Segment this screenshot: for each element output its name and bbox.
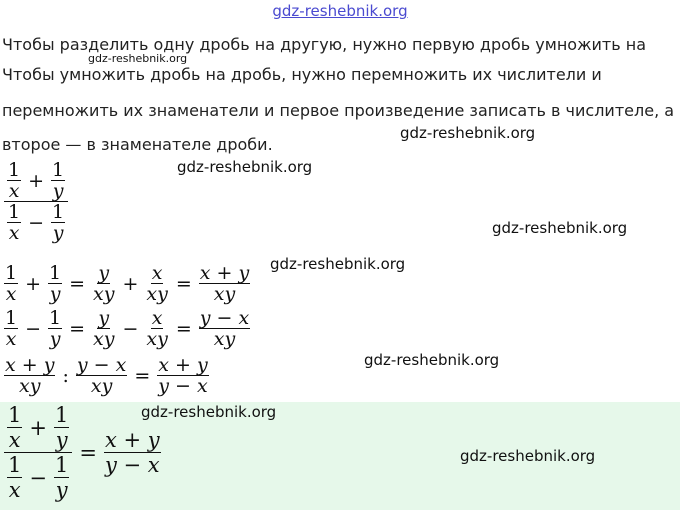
equation-sum: $\frac{1}{x}$ + $\frac{1}{y}$ = $\frac{y}{xy}$ + $\frac{x}{xy}$ = $\frac{x + y}{xy}$	[5, 262, 250, 305]
watermark: gdz-reshebnik.org	[364, 351, 500, 369]
final-answer: $\frac{1}{x}$ + $\frac{1}{y}$ $\frac{1}{x}$ − $\frac{1}{y}$ = $\frac{x + y}{y - x}$	[2, 403, 163, 502]
watermark-small: gdz-reshebnik.org	[88, 52, 188, 65]
paragraph-line-4: второе — в знаменателе дроби.	[2, 135, 273, 154]
watermark-top-link[interactable]: gdz-reshebnik.org	[272, 2, 408, 20]
paragraph-line-2: Чтобы умножить дробь на дробь, нужно перемножить их числители и	[2, 65, 602, 84]
equation-division: $\frac{x + y}{xy}$ : $\frac{y - x}{xy}$ = $\frac{x + y}{y - x}$	[5, 354, 208, 397]
watermark: gdz-reshebnik.org	[177, 158, 313, 176]
watermark: gdz-reshebnik.org	[492, 219, 628, 237]
equation-difference: $\frac{1}{x}$ − $\frac{1}{y}$ = $\frac{y}{xy}$ − $\frac{x}{xy}$ = $\frac{y - x}{xy}$	[5, 307, 250, 350]
paragraph-line-3: перемножить их знаменатели и первое произведение записать в числителе, а	[2, 101, 675, 120]
watermark: gdz-reshebnik.org	[270, 255, 406, 273]
complex-fraction-given: $\frac{1}{x}$ + $\frac{1}{y}$ $\frac{1}{x}$ − $\frac{1}{y}$	[2, 160, 70, 243]
watermark: gdz-reshebnik.org	[460, 447, 596, 465]
watermark: gdz-reshebnik.org	[400, 124, 536, 142]
paragraph-line-1: Чтобы разделить одну дробь на другую, нужно первую дробь умножить на	[2, 35, 646, 54]
watermark: gdz-reshebnik.org	[141, 403, 277, 421]
